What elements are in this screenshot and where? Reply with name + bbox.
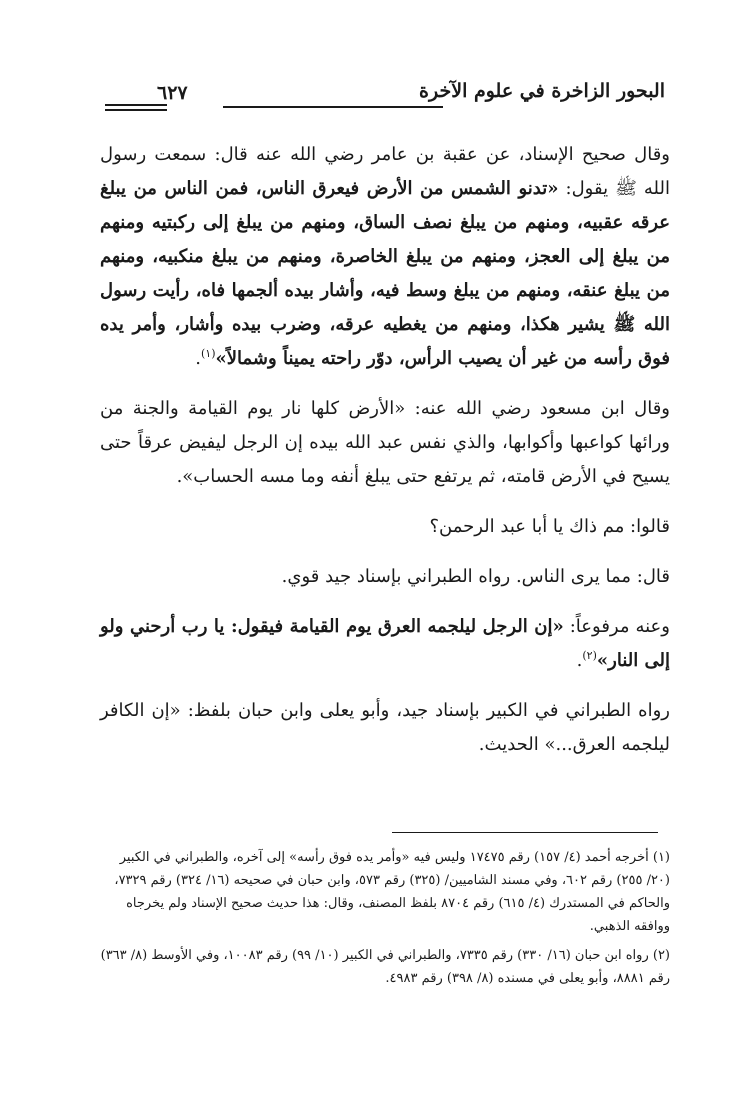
paragraph: رواه الطبراني في الكبير بإسناد جيد، وأبو يعلى وابن حبان بلفظ: «إن الكافر ليلجمه العرق...» الحديث. — [100, 700, 670, 755]
paragraph: وقال ابن مسعود رضي الله عنه: «الأرض كلها نار يوم القيامة والجنة من ورائها كواعبها وأكوابها، والذي نفس عبد الله بيده إن الرجل ليفيض عرقاً حتى يسيح في الأرض قامته، ثم يرتفع حتى يبلغ أنفه وما مسه الحساب». — [100, 398, 670, 487]
page-number: ٦٢٧ — [157, 82, 188, 104]
running-title: البحور الزاخرة في علوم الآخرة — [419, 80, 665, 102]
paragraph: قال: مما يرى الناس. رواه الطبراني بإسناد جيد قوي. — [281, 566, 670, 587]
paragraph-text: . — [195, 348, 201, 369]
footnotes — [100, 846, 670, 996]
paragraph-text: وعنه مرفوعاً: — [563, 616, 670, 637]
footnote: (٢) رواه ابن حبان (١٦/ ٣٣٠) رقم ٧٣٣٥، والطبراني في الكبير (١٠/ ٩٩) رقم ١٠٠٨٣، وفي الأوسط (٨/ ٣٦٣) رقم ٨٨٨١، وأبو يعلى في مسنده (٨/ ٣٩٨) رقم ٤٩٨٣. — [100, 948, 670, 986]
hadith-quote: «تدنو الشمس من الأرض فيعرق الناس، فمن الناس من يبلغ عرقه عقبيه، ومنهم من يبلغ نصف الساق، ومنهم من يبلغ إلى ركبتيه ومنهم من يبلغ إلى العجز، ومنهم من يبلغ الخاصرة، ومنهم من يبلغ منكبيه، ومنهم من يبلغ عنقه، ومنهم من يبلغ وسط فيه، وأشار بيده ألجمها فاه، رأيت رسول الله ﷺ يشير هكذا، ومنهم من يغطيه عرقه، وضرب بيده وأشار، وأمر يده فوق رأسه من غير أن يصيب الرأس، دوّر راحته يميناً وشمالاً» — [100, 178, 670, 369]
paragraph-text: . — [576, 650, 583, 671]
header-rule — [105, 104, 167, 106]
footnote-separator — [392, 832, 658, 833]
footnote-ref: (١) — [201, 347, 216, 360]
footnote-ref: (٢) — [582, 649, 597, 662]
paragraph — [100, 610, 670, 678]
header-rule — [105, 109, 167, 111]
header-rule — [223, 106, 443, 108]
hadith-quote: «إن الرجل ليلجمه العرق يوم القيامة فيقول: يا رب أرحني ولو إلى النار» — [100, 616, 670, 671]
paragraph-text: وقال صحيح الإسناد، عن عقبة بن عامر رضي الله عنه قال: سمعت رسول الله ﷺ يقول: — [100, 144, 671, 199]
paragraph — [100, 138, 670, 376]
page-header — [105, 80, 665, 120]
main-text — [100, 138, 670, 778]
paragraph: قالوا: مم ذاك يا أبا عبد الرحمن؟ — [429, 516, 670, 537]
footnote: (١) أخرجه أحمد (٤/ ١٥٧) رقم ١٧٤٧٥ وليس فيه «وأمر يده فوق رأسه» إلى آخره، والطبراني في الكبير (٢٠/ ٢٥٥) رقم ٦٠٢، وفي مسند الشاميين/ (٣٢٥) رقم ٥٧٣، وابن حبان في صحيحه (١٦/ ٣٢٤) رقم ٧٣٢٩، والحاكم في المستدرك (٤/ ٦١٥) رقم ٨٧٠٤ بلفظ المصنف، وقال: هذا حديث صحيح الإسناد ولم يخرجاه ووافقه الذهبي. — [114, 850, 670, 934]
